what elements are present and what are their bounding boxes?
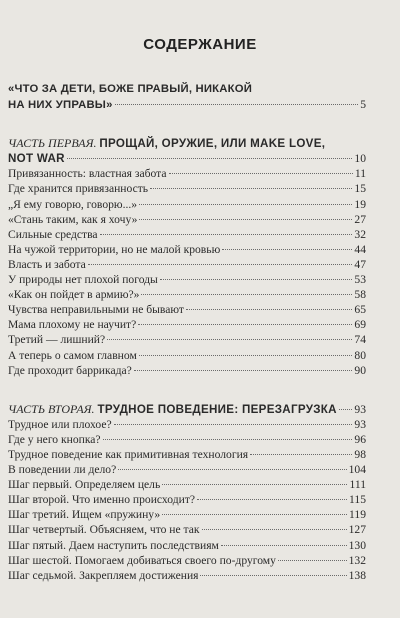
- part1-title-line2: NOT WAR: [8, 152, 65, 166]
- leader-dots: [221, 544, 347, 546]
- page-number: 80: [354, 348, 366, 362]
- leader-dots: [67, 157, 353, 159]
- part1-heading: [8, 136, 366, 151]
- leader-dots: [138, 323, 352, 325]
- entry-title: Шаг пятый. Даем наступить последствиям: [8, 538, 219, 552]
- page-number: 138: [348, 568, 366, 582]
- entry-title: Привязанность: властная забота: [8, 167, 167, 181]
- leader-dots: [162, 513, 347, 515]
- leader-dots: [139, 203, 352, 205]
- toc-entry: [8, 417, 366, 432]
- page-number: 74: [354, 333, 366, 347]
- leader-dots: [134, 369, 353, 371]
- entry-title: У природы нет плохой погоды: [8, 273, 158, 287]
- leader-dots: [115, 103, 359, 105]
- entry-title: Мама плохому не научит?: [8, 318, 137, 332]
- toc-entry: [8, 212, 366, 227]
- page-number: 104: [348, 463, 366, 477]
- toc-entry: [8, 257, 366, 272]
- entry-title: Третий — лишний?: [8, 333, 106, 347]
- entry-title: На чужой территории, но не малой кровью: [8, 242, 221, 256]
- leader-dots: [141, 293, 352, 295]
- part2-heading: [8, 402, 337, 417]
- toc-entry: [8, 492, 366, 507]
- entry-title: Шаг третий. Ищем «пружину»: [8, 508, 161, 522]
- page-number: 127: [348, 523, 366, 537]
- leader-dots: [103, 438, 353, 440]
- table-of-contents: [8, 82, 366, 583]
- toc-entry: [8, 272, 366, 287]
- entry-title: Где у него кнопка?: [8, 432, 101, 446]
- intro-title-line1: «ЧТО ЗА ДЕТИ, БОЖЕ ПРАВЫЙ, НИКАКОЙ: [8, 83, 253, 95]
- leader-dots: [114, 423, 353, 425]
- part1-list: [8, 166, 366, 377]
- page-number: 58: [354, 288, 366, 302]
- toc-entry: [8, 363, 366, 378]
- leader-dots: [197, 498, 347, 500]
- toc-entry: [8, 348, 366, 363]
- page-number: 115: [349, 493, 366, 507]
- page-number: 111: [349, 478, 366, 492]
- toc-entry: [8, 242, 366, 257]
- entry-title: Шаг шестой. Помогаем добиваться своего по-другому: [8, 553, 276, 567]
- leader-dots: [150, 187, 352, 189]
- leader-dots: [118, 468, 346, 470]
- toc-entry: [8, 197, 366, 212]
- page-title: СОДЕРЖАНИЕ: [143, 36, 257, 53]
- toc-entry: [8, 477, 366, 492]
- entry-title: Шаг второй. Что именно происходит?: [8, 493, 196, 507]
- page-number: 11: [354, 167, 366, 181]
- page-number: 32: [354, 227, 366, 241]
- entry-title: Трудное поведение как примитивная технология: [8, 447, 249, 461]
- leader-dots: [250, 453, 352, 455]
- entry-title: Где проходит баррикада?: [8, 363, 132, 377]
- entry-title: А теперь о самом главном: [8, 348, 137, 362]
- toc-entry: [8, 302, 366, 317]
- leader-dots: [160, 278, 353, 280]
- page-number: 10: [354, 152, 366, 166]
- page-number: 5: [360, 98, 366, 112]
- page-number: 65: [354, 303, 366, 317]
- part2-title: ТРУДНОЕ ПОВЕДЕНИЕ: ПЕРЕЗАГРУЗКА: [97, 402, 337, 416]
- leader-dots: [139, 218, 352, 220]
- entry-title: „Я ему говорю, говорю...»: [8, 197, 138, 211]
- entry-title: В поведении ли дело?: [8, 463, 117, 477]
- part1-title-line1: ПРОЩАЙ, ОРУЖИЕ, ИЛИ MAKE LOVE,: [99, 137, 326, 151]
- page-number: 53: [354, 273, 366, 287]
- page-number: 96: [354, 432, 366, 446]
- entry-title: Где хранится привязанность: [8, 182, 149, 196]
- entry-title: Шаг седьмой. Закрепляем достижения: [8, 568, 199, 582]
- part2-list: [8, 417, 366, 583]
- entry-title: «Стань таким, как я хочу»: [8, 212, 138, 226]
- leader-dots: [162, 483, 347, 485]
- entry-title: Трудное или плохое?: [8, 417, 112, 431]
- toc-entry: [8, 317, 366, 332]
- leader-dots: [139, 354, 353, 356]
- toc-entry: [8, 538, 366, 553]
- leader-dots: [222, 248, 352, 250]
- intro-entry: [8, 97, 366, 112]
- entry-title: Сильные средства: [8, 227, 98, 241]
- leader-dots: [100, 233, 353, 235]
- page-number: 98: [354, 447, 366, 461]
- leader-dots: [202, 528, 347, 530]
- page-number: 15: [354, 182, 366, 196]
- toc-entry: [8, 568, 366, 583]
- toc-entry: [8, 166, 366, 181]
- page-number: 90: [354, 363, 366, 377]
- toc-entry: [8, 462, 366, 477]
- page-number: 47: [354, 257, 366, 271]
- toc-entry: [8, 332, 366, 347]
- entry-title: Шаг первый. Определяем цель: [8, 478, 161, 492]
- toc-entry: [8, 432, 366, 447]
- part2-entry: [8, 402, 366, 417]
- page-number: 93: [354, 417, 366, 431]
- toc-entry: [8, 181, 366, 196]
- entry-title: «Как он пойдет в армию?»: [8, 288, 140, 302]
- entry-title: Чувства неправильными не бывают: [8, 303, 184, 317]
- page-number: 19: [354, 197, 366, 211]
- part2-label: ЧАСТЬ ВТОРАЯ.: [8, 401, 95, 416]
- page-number: 69: [354, 318, 366, 332]
- page-number: 93: [354, 402, 366, 416]
- toc-entry: [8, 522, 366, 537]
- entry-title: Шаг четвертый. Объясняем, что не так: [8, 523, 200, 537]
- page-number: 130: [348, 538, 366, 552]
- leader-dots: [107, 338, 352, 340]
- page-number: 44: [354, 242, 366, 256]
- leader-dots: [186, 308, 352, 310]
- page-number: 132: [348, 553, 366, 567]
- leader-dots: [339, 408, 353, 410]
- toc-entry: [8, 287, 366, 302]
- leader-dots: [278, 559, 347, 561]
- part1-entry: [8, 151, 366, 166]
- toc-entry: [8, 507, 366, 522]
- leader-dots: [200, 574, 346, 576]
- page-number: 119: [349, 508, 366, 522]
- intro-title-line2: НА НИХ УПРАВЫ»: [8, 99, 113, 112]
- entry-title: Власть и забота: [8, 257, 86, 271]
- toc-entry: [8, 227, 366, 242]
- toc-entry: [8, 447, 366, 462]
- leader-dots: [88, 263, 353, 265]
- toc-entry: [8, 553, 366, 568]
- part1-label: ЧАСТЬ ПЕРВАЯ.: [8, 136, 97, 151]
- page-number: 27: [354, 212, 366, 226]
- leader-dots: [169, 172, 353, 174]
